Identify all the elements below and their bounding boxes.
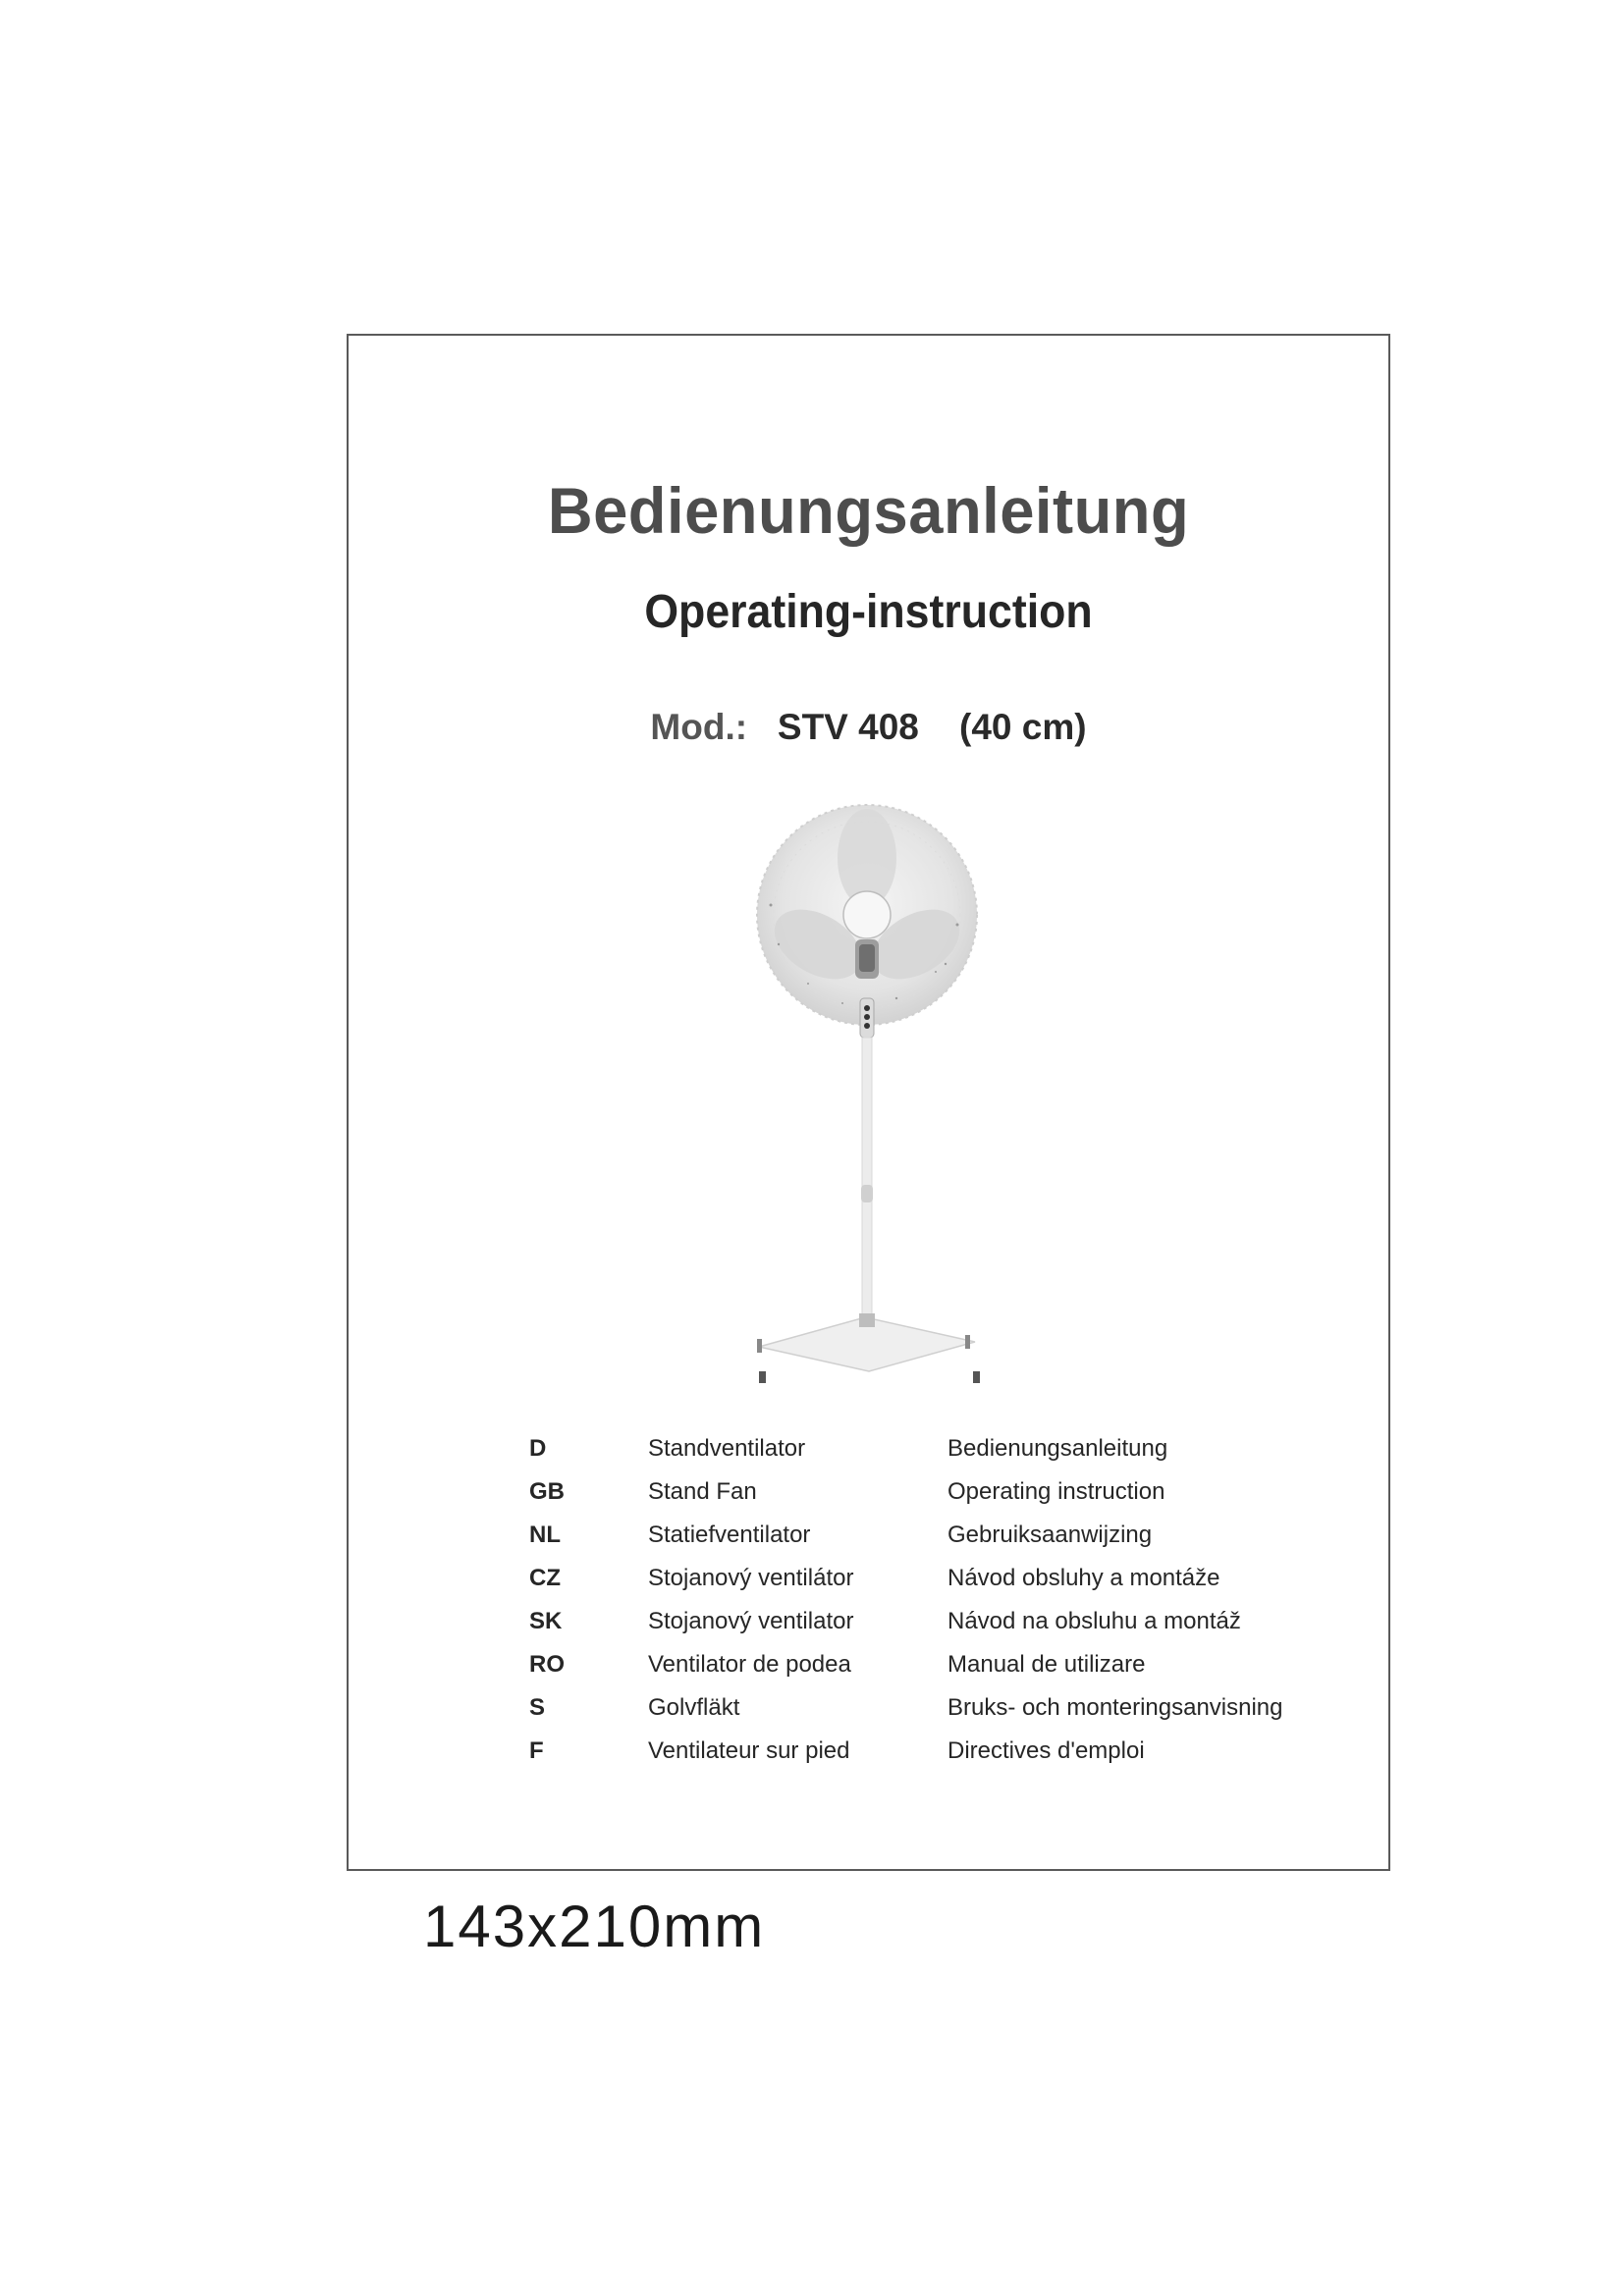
language-code: GB (529, 1478, 565, 1505)
manual-title: Manual de utilizare (947, 1651, 1146, 1678)
language-row (529, 1651, 1315, 1694)
language-code: CZ (529, 1565, 561, 1591)
language-row (529, 1694, 1315, 1737)
product-name: Standventilator (648, 1435, 806, 1462)
model-number: STV 408 (777, 707, 919, 747)
language-table (529, 1435, 1315, 1781)
stand-fan-illustration (749, 797, 985, 1386)
language-code: F (529, 1737, 544, 1764)
model-label: Mod.: (650, 707, 748, 747)
language-row (529, 1478, 1315, 1522)
product-name: Ventilateur sur pied (648, 1737, 850, 1764)
product-name: Golvfläkt (648, 1694, 740, 1721)
product-name: Statiefventilator (648, 1522, 811, 1548)
language-code: D (529, 1435, 547, 1462)
manual-title: Gebruiksaanwijzing (947, 1522, 1153, 1548)
language-row (529, 1565, 1315, 1608)
cover-frame (347, 334, 1390, 1871)
manual-title: Bedienungsanleitung (947, 1435, 1168, 1462)
language-code: RO (529, 1651, 565, 1678)
language-row (529, 1608, 1315, 1651)
language-row (529, 1737, 1315, 1781)
manual-title: Directives d'emploi (947, 1737, 1145, 1764)
model-size: (40 cm) (959, 707, 1087, 747)
manual-title: Návod na obsluhu a montáž (947, 1608, 1241, 1634)
manual-title: Operating instruction (947, 1478, 1165, 1505)
model-line (349, 707, 1388, 748)
main-title: Bedienungsanleitung (547, 474, 1190, 547)
product-name: Stojanový ventilátor (648, 1565, 854, 1591)
language-code: S (529, 1694, 546, 1721)
language-code: SK (529, 1608, 563, 1634)
product-name: Stand Fan (648, 1478, 757, 1505)
language-row (529, 1522, 1315, 1565)
manual-title: Návod obsluhy a montáže (947, 1565, 1220, 1591)
product-name: Ventilator de podea (648, 1651, 851, 1678)
manual-title: Bruks- och monteringsanvisning (947, 1694, 1283, 1721)
subtitle: Operating-instruction (644, 586, 1093, 638)
language-row (529, 1435, 1315, 1478)
size-note: 143x210mm (423, 1894, 766, 1959)
language-code: NL (529, 1522, 561, 1548)
product-name: Stojanový ventilator (648, 1608, 854, 1634)
